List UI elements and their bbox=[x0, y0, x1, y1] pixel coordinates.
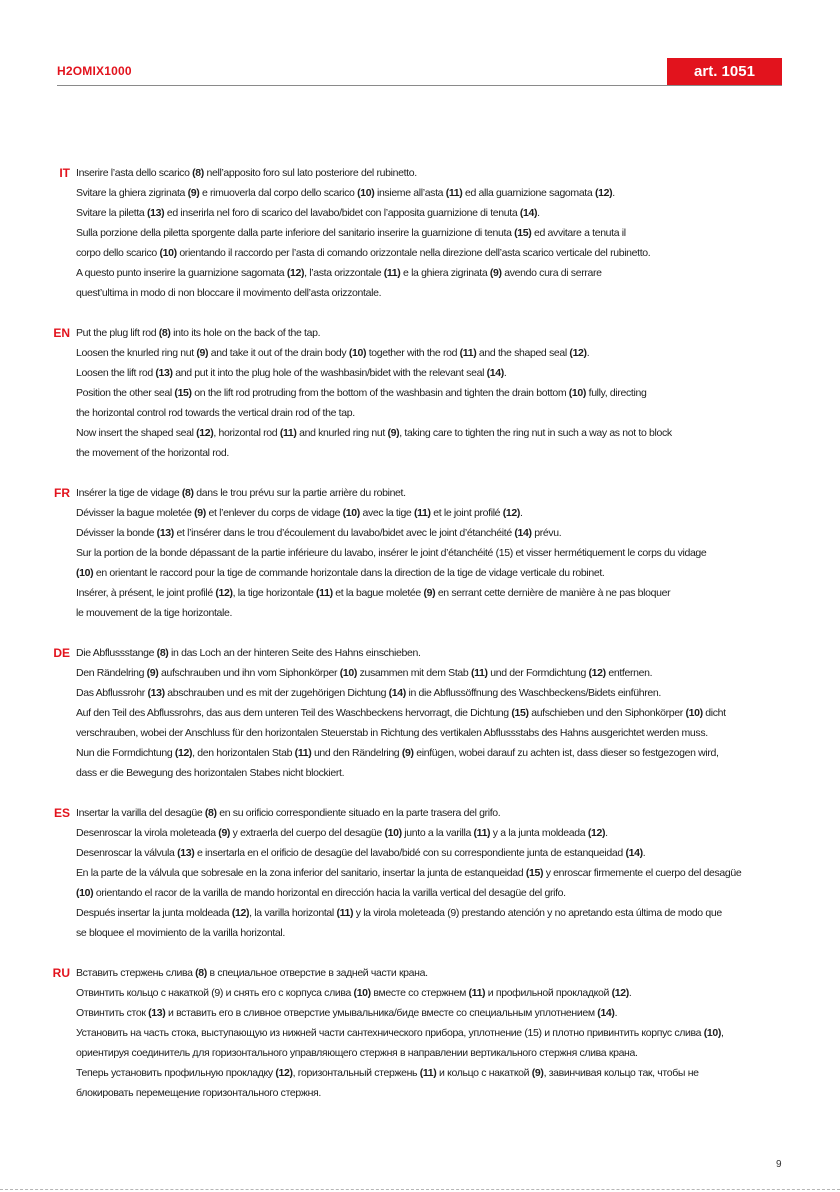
language-code: RU bbox=[52, 966, 70, 980]
language-code: EN bbox=[53, 326, 70, 340]
part-number-ref: (11) bbox=[279, 427, 297, 439]
instruction-line: (10) orientando el racor de la varilla de mando horizontal en dirección hacia la varilla vertical del desagüe del grifo. bbox=[76, 887, 566, 899]
instruction-line: Das Abflussrohr (13) abschrauben und es mit der zugehörigen Dichtung (14) in die Abflussöffnung des Waschbeckens/Bidets einführen. bbox=[76, 687, 661, 699]
part-number-ref: (9) bbox=[187, 187, 200, 199]
part-number-ref: (8) bbox=[195, 967, 207, 979]
instruction-line: (10) en orientant le raccord pour la tige de commande horizontale dans la direction de la tige de vidage verticale du robinet. bbox=[76, 567, 605, 579]
language-code: IT bbox=[59, 166, 70, 180]
instruction-line: Put the plug lift rod (8) into its hole on the back of the tap. bbox=[76, 327, 321, 339]
part-number-ref: (9) bbox=[401, 747, 414, 759]
part-number-ref: (10) bbox=[76, 567, 94, 579]
part-number-ref: (11) bbox=[445, 187, 463, 199]
language-section-es bbox=[30, 803, 790, 943]
instruction-line: quest’ultima in modo di non bloccare il movimento dell’asta orizzontale. bbox=[76, 287, 382, 299]
instruction-line: Теперь установить профильную прокладку (12), горизонтальный стержень (11) и кольцо с накаткой (9), завинчивая кольцо так, чтобы не bbox=[76, 1067, 699, 1079]
part-number-ref: (15) bbox=[174, 387, 192, 399]
part-number-ref: (11) bbox=[336, 907, 354, 919]
part-number-ref: (9) bbox=[423, 587, 436, 599]
instruction-line: le mouvement de la tige horizontale. bbox=[76, 607, 233, 619]
instruction-line: verschrauben, wobei der Anschluss für den horizontalen Steuerstab in Richtung des vertikalen Abflussstabs des Hahns ausgerichtet werden muss. bbox=[76, 727, 708, 739]
part-number-ref: (10) bbox=[384, 827, 402, 839]
language-section-en bbox=[30, 323, 790, 463]
part-number-ref: (9) bbox=[387, 427, 400, 439]
part-number-ref: (15) bbox=[511, 707, 529, 719]
instruction-lines bbox=[76, 643, 790, 783]
instruction-line: Desenroscar la virola moleteada (9) y extraerla del cuerpo del desagüe (10) junto a la varilla (11) y a la junta moldeada (12). bbox=[76, 827, 608, 839]
part-number-ref: (9) bbox=[531, 1067, 544, 1079]
instruction-line: Desenroscar la válvula (13) e insertarla en el orificio de desagüe del lavabo/bidé con su correspondiente junta de estanqueidad (14). bbox=[76, 847, 646, 859]
part-number-ref: (8) bbox=[192, 167, 204, 179]
part-number-ref: (9) bbox=[489, 267, 502, 279]
part-number-ref: (10) bbox=[339, 667, 358, 679]
part-number-ref: (12) bbox=[215, 587, 233, 599]
instruction-line: Nun die Formdichtung (12), den horizontalen Stab (11) und den Rändelring (9) einfügen, wobei darauf zu achten ist, dass dieser so festgezogen wird, bbox=[76, 747, 719, 759]
bottom-cut-line bbox=[0, 1189, 840, 1190]
part-number-ref: (11) bbox=[470, 667, 488, 679]
language-section-it bbox=[30, 163, 790, 303]
instruction-line: Dévisser la bonde (13) et l’insérer dans le trou d’écoulement du lavabo/bidet avec le joint d’étanchéité (14) prévu. bbox=[76, 527, 562, 539]
instruction-line: Position the other seal (15) on the lift rod protruding from the bottom of the washbasin and tighten the drain bottom (10) fully, directing bbox=[76, 387, 647, 399]
instruction-line: Sur la portion de la bonde dépassant de la partie inférieure du lavabo, insérer le joint d’étanchéité (15) et visser hermétiquement le corps du vidage bbox=[76, 547, 707, 559]
part-number-ref: (14) bbox=[597, 1007, 615, 1019]
instruction-line: Svitare la ghiera zigrinata (9) e rimuoverla dal corpo dello scarico (10) insieme all’asta (11) ed alla guarnizione sagomata (12). bbox=[76, 187, 615, 199]
part-number-ref: (10) bbox=[76, 887, 94, 899]
part-number-ref: (12) bbox=[588, 667, 606, 679]
instruction-line: Sulla porzione della piletta sporgente dalla parte inferiore del sanitario inserire la guarnizione di tenuta (15) ed avvitare a tenuta il bbox=[76, 227, 626, 239]
instruction-line: Установить на часть стока, выступающую из нижней части сантехнического прибора, уплотнение (15) и плотно привинтить корпус слива (10), bbox=[76, 1027, 724, 1039]
language-code: DE bbox=[53, 646, 70, 660]
part-number-ref: (11) bbox=[459, 347, 477, 359]
instruction-lines bbox=[76, 963, 790, 1103]
instruction-line: Отвинтить сток (13) и вставить его в сливное отверстие умывальника/биде вместе со специальным уплотнением (14). bbox=[76, 1007, 618, 1019]
part-number-ref: (14) bbox=[625, 847, 643, 859]
header-divider bbox=[57, 85, 782, 86]
instruction-line: En la parte de la válvula que sobresale en la zona inferior del sanitario, insertar la junta de estanqueidad (15) y enroscar firmemente el cuerpo del desagüe bbox=[76, 867, 742, 879]
part-number-ref: (13) bbox=[146, 207, 165, 219]
part-number-ref: (14) bbox=[519, 207, 538, 219]
instruction-line: the movement of the horizontal rod. bbox=[76, 447, 229, 459]
part-number-ref: (8) bbox=[158, 327, 171, 339]
article-badge: art. 1051 bbox=[667, 58, 782, 85]
part-number-ref: (10) bbox=[353, 987, 371, 999]
instruction-line: Insérer, à présent, le joint profilé (12), la tige horizontale (11) et la bague moletée (9) en serrant cette dernière de manière à ne pas bloquer bbox=[76, 587, 671, 599]
part-number-ref: (9) bbox=[218, 827, 231, 839]
instruction-line: Insérer la tige de vidage (8) dans le trou prévu sur la partie arrière du robinet. bbox=[76, 487, 406, 499]
part-number-ref: (11) bbox=[414, 507, 431, 519]
part-number-ref: (11) bbox=[468, 987, 486, 999]
part-number-ref: (13) bbox=[148, 1007, 166, 1019]
language-section-de bbox=[30, 643, 790, 783]
part-number-ref: (8) bbox=[156, 647, 169, 659]
part-number-ref: (14) bbox=[514, 527, 532, 539]
part-number-ref: (12) bbox=[231, 907, 250, 919]
instruction-line: Svitare la piletta (13) ed inserirla nel foro di scarico del lavabo/bidet con l’apposita guarnizione di tenuta (14). bbox=[76, 207, 540, 219]
instruction-lines bbox=[76, 163, 790, 303]
part-number-ref: (13) bbox=[156, 527, 174, 539]
part-number-ref: (11) bbox=[316, 587, 333, 599]
part-number-ref: (12) bbox=[502, 507, 521, 519]
instructions-body bbox=[30, 163, 790, 1123]
instruction-line: dass er die Bewegung des horizontalen Stabes nicht blockiert. bbox=[76, 767, 345, 779]
part-number-ref: (10) bbox=[159, 247, 177, 259]
part-number-ref: (12) bbox=[275, 1067, 293, 1079]
instruction-line: Die Abflussstange (8) in das Loch an der hinteren Seite des Hahns einschieben. bbox=[76, 647, 421, 659]
model-name: H2OMIX1000 bbox=[57, 64, 132, 78]
language-section-fr bbox=[30, 483, 790, 623]
instruction-line: Den Rändelring (9) aufschrauben und ihn vom Siphonkörper (10) zusammen mit dem Stab (11) und der Formdichtung (12) entfernen. bbox=[76, 667, 653, 679]
part-number-ref: (11) bbox=[383, 267, 401, 279]
language-code: FR bbox=[54, 486, 70, 500]
instruction-lines bbox=[76, 483, 790, 623]
part-number-ref: (13) bbox=[155, 367, 173, 379]
instruction-line: the horizontal control rod towards the vertical drain rod of the tap. bbox=[76, 407, 355, 419]
part-number-ref: (14) bbox=[388, 687, 406, 699]
instruction-line: Now insert the shaped seal (12), horizontal rod (11) and knurled ring nut (9), taking care to tighten the ring nut in such a way as not to block bbox=[76, 427, 672, 439]
part-number-ref: (8) bbox=[204, 807, 217, 819]
instruction-line: ориентируя соединитель для горизонтального управляющего стержня в направлении вертикального стержня слива крана. bbox=[76, 1047, 638, 1059]
part-number-ref: (10) bbox=[357, 187, 375, 199]
part-number-ref: (15) bbox=[514, 227, 532, 239]
part-number-ref: (10) bbox=[703, 1027, 721, 1039]
part-number-ref: (12) bbox=[594, 187, 613, 199]
part-number-ref: (10) bbox=[685, 707, 703, 719]
language-code: ES bbox=[53, 806, 70, 820]
instruction-line: Dévisser la bague moletée (9) et l’enlever du corps de vidage (10) avec la tige (11) et le joint profilé (12). bbox=[76, 507, 523, 519]
instruction-line: A questo punto inserire la guarnizione sagomata (12), l’asta orizzontale (11) e la ghiera zigrinata (9) avendo cura di serrare bbox=[76, 267, 602, 279]
page-number: 9 bbox=[776, 1159, 782, 1170]
part-number-ref: (15) bbox=[525, 867, 544, 879]
instruction-line: Loosen the knurled ring nut (9) and take it out of the drain body (10) together with the rod (11) and the shaped seal (12). bbox=[76, 347, 590, 359]
instruction-line: Insertar la varilla del desagüe (8) en su orificio correspondiente situado en la parte trasera del grifo. bbox=[76, 807, 501, 819]
part-number-ref: (10) bbox=[348, 347, 367, 359]
part-number-ref: (9) bbox=[196, 347, 209, 359]
part-number-ref: (10) bbox=[568, 387, 587, 399]
part-number-ref: (8) bbox=[181, 487, 194, 499]
part-number-ref: (12) bbox=[286, 267, 305, 279]
part-number-ref: (10) bbox=[342, 507, 360, 519]
part-number-ref: (12) bbox=[174, 747, 193, 759]
part-number-ref: (12) bbox=[611, 987, 629, 999]
language-section-ru bbox=[30, 963, 790, 1103]
part-number-ref: (11) bbox=[419, 1067, 437, 1079]
part-number-ref: (13) bbox=[147, 687, 165, 699]
instruction-line: Inserire l’asta dello scarico (8) nell’apposito foro sul lato posteriore del rubinetto. bbox=[76, 167, 417, 179]
part-number-ref: (12) bbox=[196, 427, 214, 439]
part-number-ref: (12) bbox=[569, 347, 587, 359]
instruction-lines bbox=[76, 803, 790, 943]
instruction-line: Вставить стержень слива (8) в специальное отверстие в задней части крана. bbox=[76, 967, 428, 979]
instruction-line: Después insertar la junta moldeada (12), la varilla horizontal (11) y la virola moleteada (9) prestando atención y no apretando esta última de modo que bbox=[76, 907, 722, 919]
part-number-ref: (9) bbox=[194, 507, 206, 519]
instruction-lines bbox=[76, 323, 790, 463]
instruction-line: se bloquee el movimiento de la varilla horizontal. bbox=[76, 927, 285, 939]
instruction-line: Loosen the lift rod (13) and put it into the plug hole of the washbasin/bidet with the relevant seal (14). bbox=[76, 367, 507, 379]
part-number-ref: (9) bbox=[146, 667, 159, 679]
instruction-line: Отвинтить кольцо с накаткой (9) и снять его с корпуса слива (10) вместе со стержнем (11) и профильной прокладкой (12). bbox=[76, 987, 632, 999]
part-number-ref: (11) bbox=[294, 747, 312, 759]
part-number-ref: (13) bbox=[177, 847, 195, 859]
part-number-ref: (12) bbox=[587, 827, 606, 839]
instruction-line: блокировать перемещение горизонтального стержня. bbox=[76, 1087, 321, 1099]
instruction-line: corpo dello scarico (10) orientando il raccordo per l’asta di comando orizzontale nella direzione dell’asta scarico verticale del rubinetto. bbox=[76, 247, 651, 259]
instruction-line: Auf den Teil des Abflussrohrs, das aus dem unteren Teil des Waschbeckens hervorragt, die Dichtung (15) aufschieben und den Siphonkörper (10) dicht bbox=[76, 707, 726, 719]
part-number-ref: (14) bbox=[486, 367, 504, 379]
part-number-ref: (11) bbox=[473, 827, 491, 839]
